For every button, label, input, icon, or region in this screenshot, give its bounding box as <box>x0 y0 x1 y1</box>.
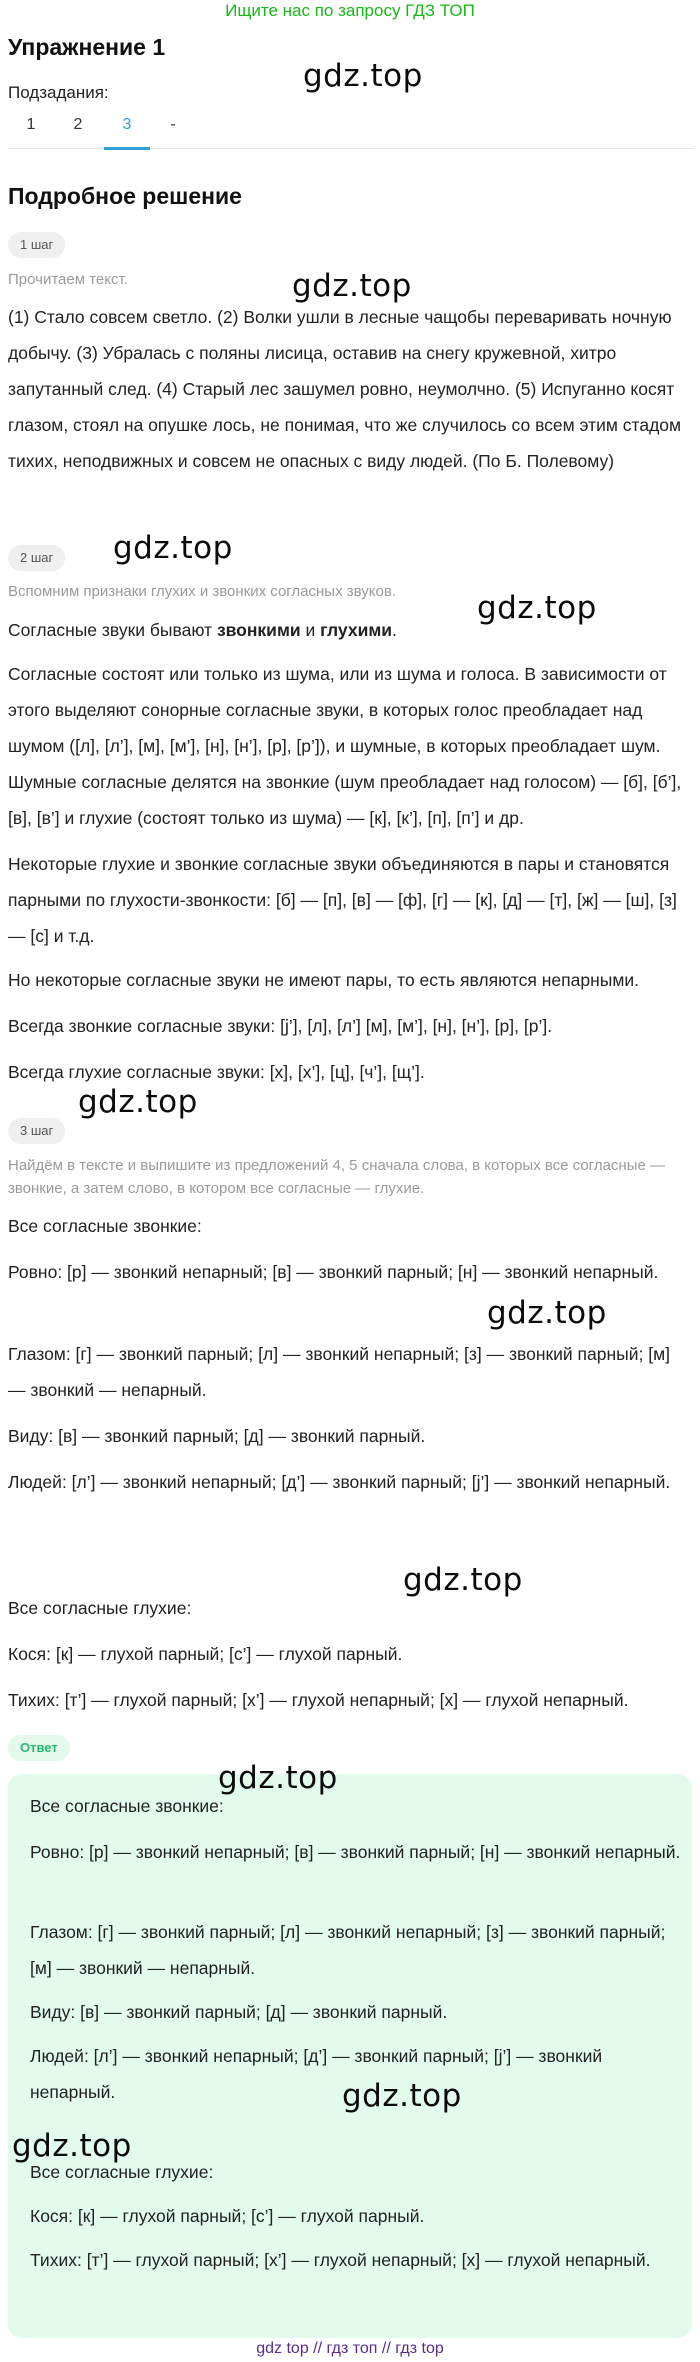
answer-voiced-item: Виду: [в] — звонкий парный; [д] — звонкий парный. <box>30 2002 448 2022</box>
watermark: gdz.top <box>487 1295 607 1331</box>
step-3-badge: 3 шаг <box>8 1118 65 1144</box>
voiceless-item: Кося: [к] — глухой парный; [с’] — глухой парный. <box>8 1644 403 1664</box>
voiced-heading: Все согласные звонкие: <box>8 1216 202 1236</box>
answer-voiced-item: Людей: [л’] — звонкий непарный; [д’] — звонкий парный; [j’] — звонкий непарный. <box>30 2046 603 2102</box>
answer-voiced-item: Ровно: [р] — звонкий непарный; [в] — звонкий парный; [н] — звонкий непарный. <box>30 1842 681 1862</box>
voiced-term: звонкими <box>216 620 301 640</box>
answer-voiceless-item: Тихих: [т’] — глухой парный; [х’] — глухой непарный; [х] — глухой непарный. <box>30 2250 651 2270</box>
voicing-intro-post: . <box>392 620 397 640</box>
tab-1[interactable]: 1 <box>26 116 36 133</box>
voicing-intro <box>8 612 692 648</box>
always-voiced-paragraph: Всегда звонкие согласные звуки: [j’], [л], [л’] [м], [м’], [н], [н’], [р], [р’]. <box>8 1016 553 1036</box>
unpaired-paragraph: Но некоторые согласные звуки не имеют пары, то есть являются непарными. <box>8 970 639 990</box>
answer-box <box>8 1774 692 2338</box>
step-1-badge: 1 шаг <box>8 232 65 258</box>
watermark: gdz.top <box>292 268 412 304</box>
footer-link-gdz-top-ru[interactable]: гдз топ <box>326 2340 378 2357</box>
exercise-title: Упражнение 1 <box>8 34 166 60</box>
pairs-paragraph: Некоторые глухие и звонкие согласные звуки объединяются в пары и становятся парными по глухости-звонкости: [б] — [п], [в] — [ф], [г] — [к], [д] — [т], [ж] — [ш], [з] — [с] и т.д. <box>8 854 677 946</box>
tab-2[interactable]: 2 <box>73 116 83 133</box>
answer-badge: Ответ <box>8 1735 70 1761</box>
watermark: gdz.top <box>477 590 597 626</box>
watermark: gdz.top <box>303 58 423 94</box>
source-text: (1) Стало совсем светло. (2) Волки ушли в лесные чащобы переваривать ночную добычу. (3) Убралась с поляны лисица, оставив на снегу кружевной, хитро запутанный след. (4) Старый лес зашумел ровно, неумолчно. (5) Испуганно косят глазом, стоял на опушке лось, не понимая, что же случилось со всем этим стадом тихих, неподвижных и совсем не опасных с виду людей. (По Б. Полевому) <box>8 307 682 471</box>
solution-title: Подробное решение <box>8 183 242 209</box>
footer-link-gdz-top-mixed[interactable]: гдз top <box>395 2340 444 2357</box>
voicing-intro-mid: и <box>300 620 321 640</box>
always-voiceless-paragraph: Всегда глухие согласные звуки: [х], [х’], [ц], [ч’], [щ’]. <box>8 1062 425 1082</box>
voiced-item: Ровно: [р] — звонкий непарный; [в] — звонкий парный; [н] — звонкий непарный. <box>8 1262 659 1282</box>
voiced-item: Виду: [в] — звонкий парный; [д] — звонкий парный. <box>8 1426 426 1446</box>
voiced-item: Людей: [л’] — звонкий непарный; [д’] — звонкий парный; [j’] — звонкий непарный. <box>8 1472 671 1492</box>
subtasks-label: Подзадания: <box>8 83 109 102</box>
watermark: gdz.top <box>12 2128 132 2164</box>
voicing-intro-pre: Согласные звуки бывают <box>8 620 217 640</box>
footer-separator: // <box>381 2340 391 2357</box>
step-1-hint: Прочитаем текст. <box>8 271 128 288</box>
subtask-tabs <box>8 110 694 149</box>
voiceless-item: Тихих: [т’] — глухой парный; [х’] — глухой непарный; [х] — глухой непарный. <box>8 1690 629 1710</box>
footer-separator: // <box>313 2340 323 2357</box>
watermark: gdz.top <box>113 530 233 566</box>
sonorant-paragraph: Согласные состоят или только из шума, или из шума и голоса. В зависимости от этого выделяют сонорные согласные звуки, в которых голос преобладает над шумом ([л], [л’], [м], [м’], [н], [н’], [р], [р’]), и шумные, в которых преобладает шум. Шумные согласные делятся на звонкие (шум преобладает над голосом) — [б], [б’], [в], [в’] и глухие (состоят только из шума) — [к], [к’], [п], [п’] и др. <box>8 664 682 828</box>
tab-dash[interactable]: - <box>170 116 176 133</box>
answer-voiceless-item: Кося: [к] — глухой парный; [с’] — глухой парный. <box>30 2206 425 2226</box>
answer-voiced-item: Глазом: [г] — звонкий парный; [л] — звонкий непарный; [з] — звонкий парный; [м] — звонкий — непарный. <box>30 1922 666 1978</box>
top-banner: Ищите нас по запросу ГДЗ ТОП <box>225 1 475 20</box>
watermark: gdz.top <box>218 1760 338 1796</box>
footer-links <box>0 2337 700 2361</box>
tab-3[interactable]: 3 <box>104 116 150 150</box>
voiceless-heading: Все согласные глухие: <box>8 1598 192 1618</box>
answer-voiceless-heading: Все согласные глухие: <box>30 2162 214 2182</box>
watermark: gdz.top <box>78 1084 198 1120</box>
step-2-hint: Вспомним признаки глухих и звонких согласных звуков. <box>8 583 396 600</box>
voiced-item: Глазом: [г] — звонкий парный; [л] — звонкий непарный; [з] — звонкий парный; [м] — звонкий — непарный. <box>8 1344 670 1400</box>
answer-voiced-heading: Все согласные звонкие: <box>30 1796 224 1816</box>
step-3-hint: Найдём в тексте и выпишите из предложений 4, 5 сначала слова, в которых все согласные — звонкие, а затем слово, в котором все согласные — глухие. <box>8 1157 665 1197</box>
step-2-badge: 2 шаг <box>8 545 65 571</box>
voiceless-term: глухими <box>320 620 393 640</box>
footer-link-gdz-top[interactable]: gdz top <box>256 2340 309 2357</box>
watermark: gdz.top <box>403 1562 523 1598</box>
watermark: gdz.top <box>342 2078 462 2114</box>
